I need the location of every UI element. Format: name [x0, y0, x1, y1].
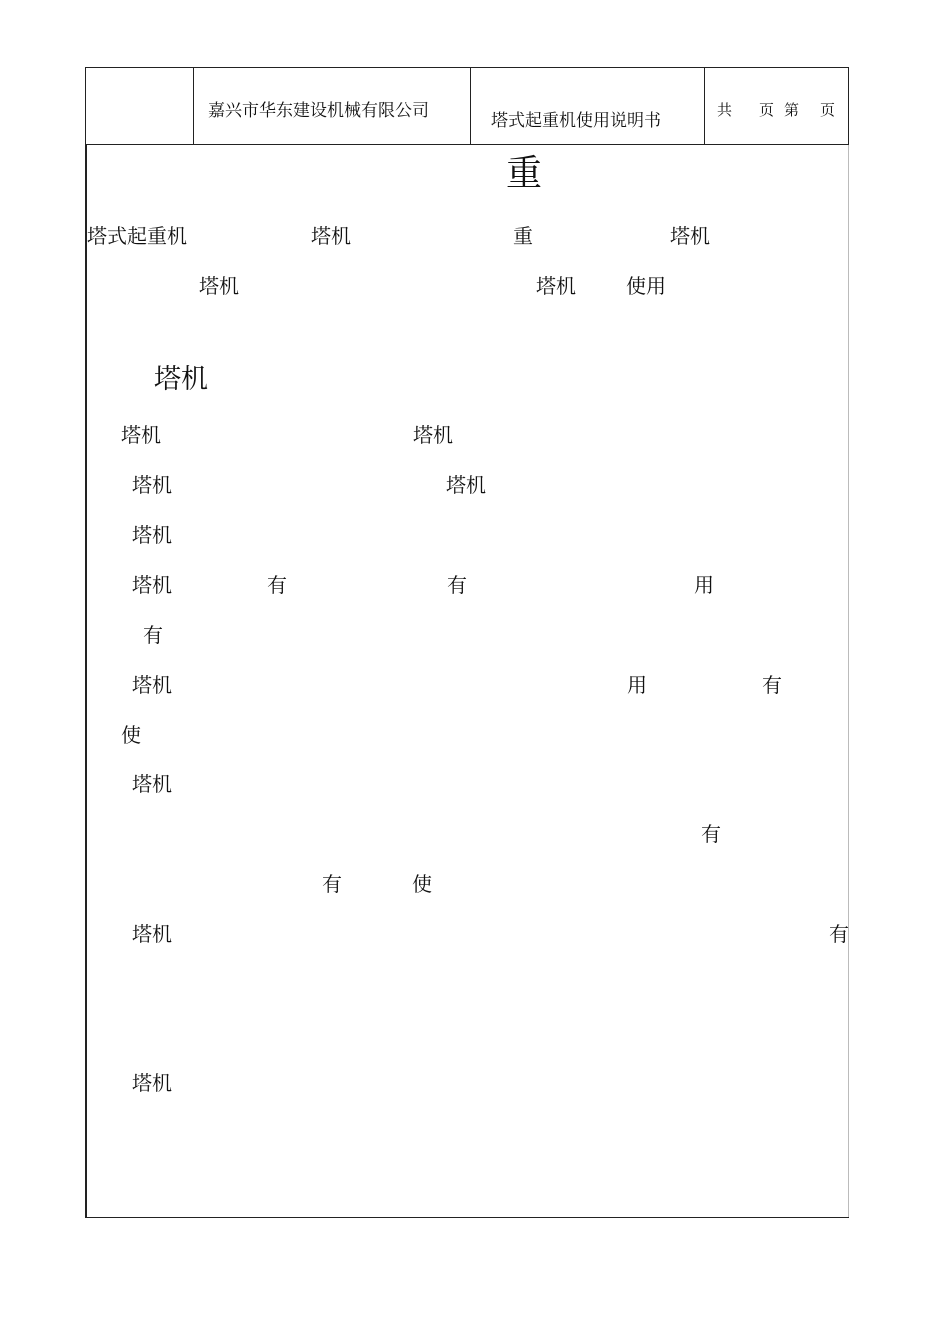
text-fragment: 塔机	[311, 224, 351, 248]
section-heading: 重	[506, 153, 543, 194]
text-fragment: 使用	[626, 274, 666, 298]
text-fragment: 使	[121, 723, 141, 747]
text-fragment: 有	[143, 623, 163, 647]
text-fragment: 塔机	[132, 1071, 172, 1095]
header-logo-cell	[86, 68, 194, 145]
text-fragment: 塔机	[132, 473, 172, 497]
header-title-cell	[471, 68, 705, 145]
text-fragment: 有	[267, 573, 287, 597]
text-fragment: 塔机	[199, 274, 239, 298]
text-fragment: 用	[627, 673, 647, 697]
header-table	[85, 67, 849, 145]
text-fragment: 有	[701, 822, 721, 846]
document-title: 塔式起重机使用说明书	[491, 111, 661, 131]
text-fragment: 有	[829, 922, 849, 946]
total-suffix: 页	[759, 101, 775, 119]
text-fragment: 塔机	[446, 473, 486, 497]
header-company-cell	[194, 68, 471, 145]
section-title: 塔机	[154, 364, 208, 395]
text-fragment: 塔机	[413, 423, 453, 447]
company-name: 嘉兴市华东建设机械有限公司	[208, 101, 429, 121]
frame-inner-line	[848, 145, 849, 1217]
text-fragment: 塔机	[132, 673, 172, 697]
total-prefix: 共	[717, 101, 733, 119]
text-fragment: 使	[412, 872, 432, 896]
page-suffix: 页	[820, 101, 836, 119]
text-fragment: 塔机	[132, 523, 172, 547]
text-fragment: 塔机	[132, 772, 172, 796]
text-fragment: 有	[322, 872, 342, 896]
text-fragment: 有	[762, 673, 782, 697]
text-fragment: 塔机	[670, 224, 710, 248]
body-frame	[85, 144, 849, 1218]
text-fragment: 重	[513, 224, 533, 248]
text-fragment: 塔机	[121, 423, 161, 447]
header-page-cell	[705, 68, 849, 145]
text-fragment: 有	[447, 573, 467, 597]
text-fragment: 塔式起重机	[87, 224, 187, 248]
text-fragment: 塔机	[132, 922, 172, 946]
text-fragment: 塔机	[536, 274, 576, 298]
text-fragment: 塔机	[132, 573, 172, 597]
page-prefix: 第	[784, 101, 800, 119]
text-fragment: 用	[694, 573, 714, 597]
